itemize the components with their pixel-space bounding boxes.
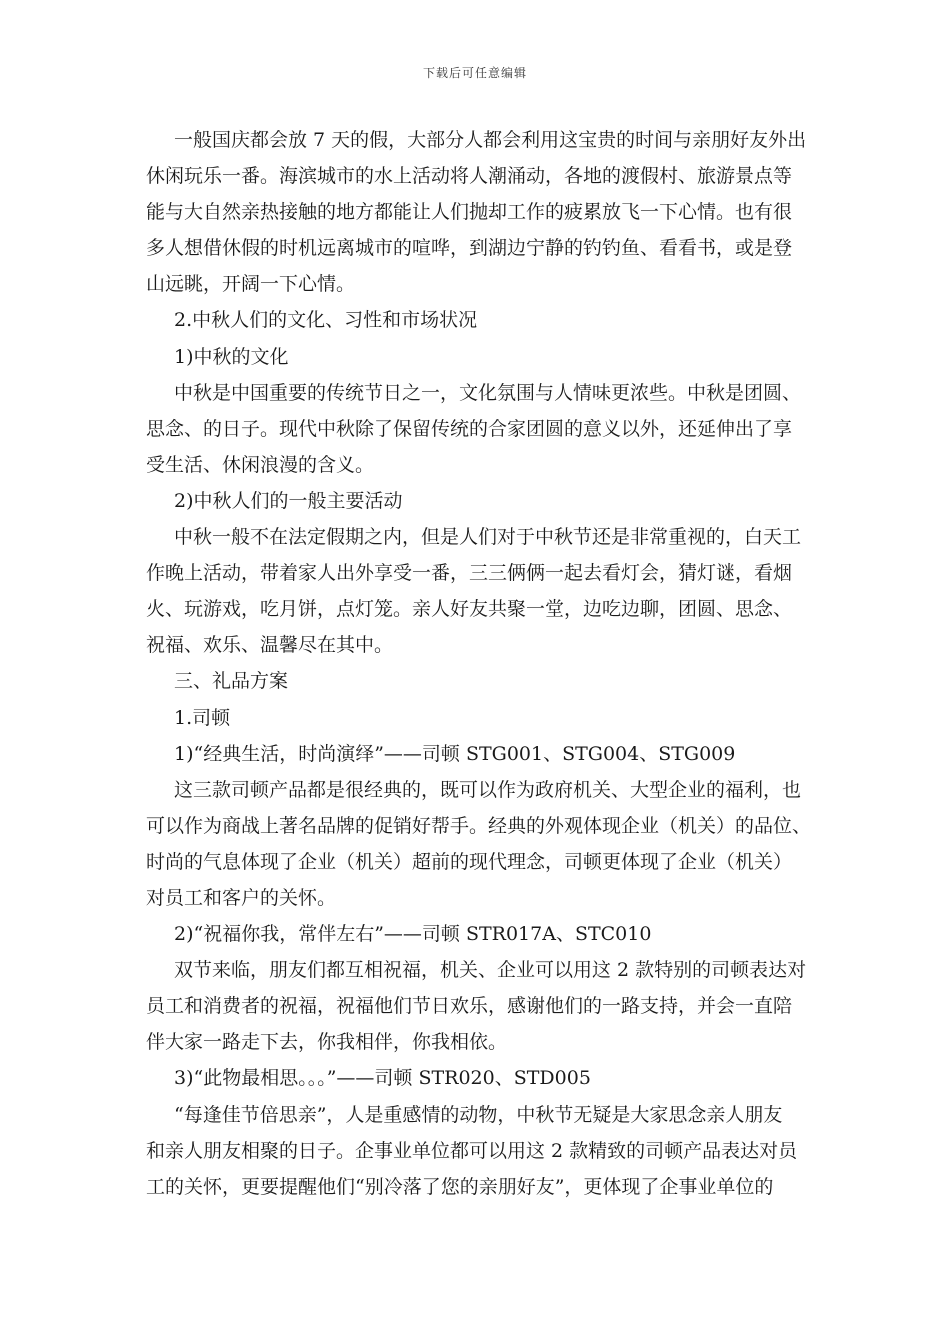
text-line: 2)中秋人们的一般主要活动 xyxy=(174,489,403,512)
text-line: 火、玩游戏，吃月饼，点灯笼。亲人好友共聚一堂，边吃边聊，团圆、思念、 xyxy=(146,598,793,621)
text-line: 2)“祝福你我，常伴左右”——司顿 STR017A、STC010 xyxy=(174,923,652,946)
text-line: 伴大家一路走下去，你我相伴，你我相依。 xyxy=(146,1031,508,1054)
text-line: 受生活、休闲浪漫的含义。 xyxy=(146,453,375,476)
text-line: 这三款司顿产品都是很经典的，既可以作为政府机关、大型企业的福利，也 xyxy=(174,778,802,801)
text-line: 和亲人朋友相聚的日子。企事业单位都可以用这 2 款精致的司顿产品表达对员 xyxy=(146,1139,798,1162)
text-line: 1)“经典生活，时尚演绎”——司顿 STG001、STG004、STG009 xyxy=(174,742,736,765)
text-line: 三、礼品方案 xyxy=(174,670,289,693)
text-line: 中秋一般不在法定假期之内，但是人们对于中秋节还是非常重视的，白天工 xyxy=(174,526,802,549)
text-line: 工的关怀，更要提醒他们“别冷落了您的亲朋好友”，更体现了企事业单位的 xyxy=(146,1175,774,1198)
text-line: 3)“此物最相思。。。”——司顿 STR020、STD005 xyxy=(174,1067,591,1090)
text-line: 山远眺，开阔一下心情。 xyxy=(146,273,356,296)
text-line: 2.中秋人们的文化、习性和市场状况 xyxy=(174,309,478,332)
text-line: 1.司顿 xyxy=(174,706,231,729)
text-line: 员工和消费者的祝福，祝福他们节日欢乐，感谢他们的一路支持，并会一直陪 xyxy=(146,995,793,1018)
text-line: 中秋是中国重要的传统节日之一，文化氛围与人情味更浓些。中秋是团圆、 xyxy=(174,381,802,404)
text-line: 时尚的气息体现了企业（机关）超前的现代理念，司顿更体现了企业（机关） xyxy=(146,850,793,873)
text-line: “每逢佳节倍思亲”，人是重感情的动物，中秋节无疑是大家思念亲人朋友 xyxy=(174,1103,783,1126)
text-line: 一般国庆都会放 7 天的假，大部分人都会利用这宝贵的时间与亲朋好友外出 xyxy=(174,129,807,151)
text-line: 多人想借休假的时机远离城市的喧哗，到湖边宁静的钓钓鱼、看看书，或是登 xyxy=(146,237,793,260)
text-line: 祝福、欢乐、温馨尽在其中。 xyxy=(146,634,394,657)
text-line: 可以作为商战上著名品牌的促销好帮手。经典的外观体现企业（机关）的品位、 xyxy=(146,814,812,837)
text-line: 1)中秋的文化 xyxy=(174,345,289,368)
text-line: 双节来临，朋友们都互相祝福，机关、企业可以用这 2 款特别的司顿表达对 xyxy=(174,959,807,982)
document-body xyxy=(146,122,826,1205)
text-line: 能与大自然亲热接触的地方都能让人们抛却工作的疲累放飞一下心情。也有很 xyxy=(146,201,793,224)
text-line: 思念、的日子。现代中秋除了保留传统的合家团圆的意义以外，还延伸出了享 xyxy=(146,417,793,440)
page-header: 下载后可任意编辑 xyxy=(422,66,527,80)
text-line: 休闲玩乐一番。海滨城市的水上活动将人潮涌动，各地的渡假村、旅游景点等 xyxy=(146,165,793,188)
text-line: 作晚上活动，带着家人出外享受一番，三三俩俩一起去看灯会，猜灯谜，看烟 xyxy=(146,562,793,585)
text-line: 对员工和客户的关怀。 xyxy=(146,886,337,909)
